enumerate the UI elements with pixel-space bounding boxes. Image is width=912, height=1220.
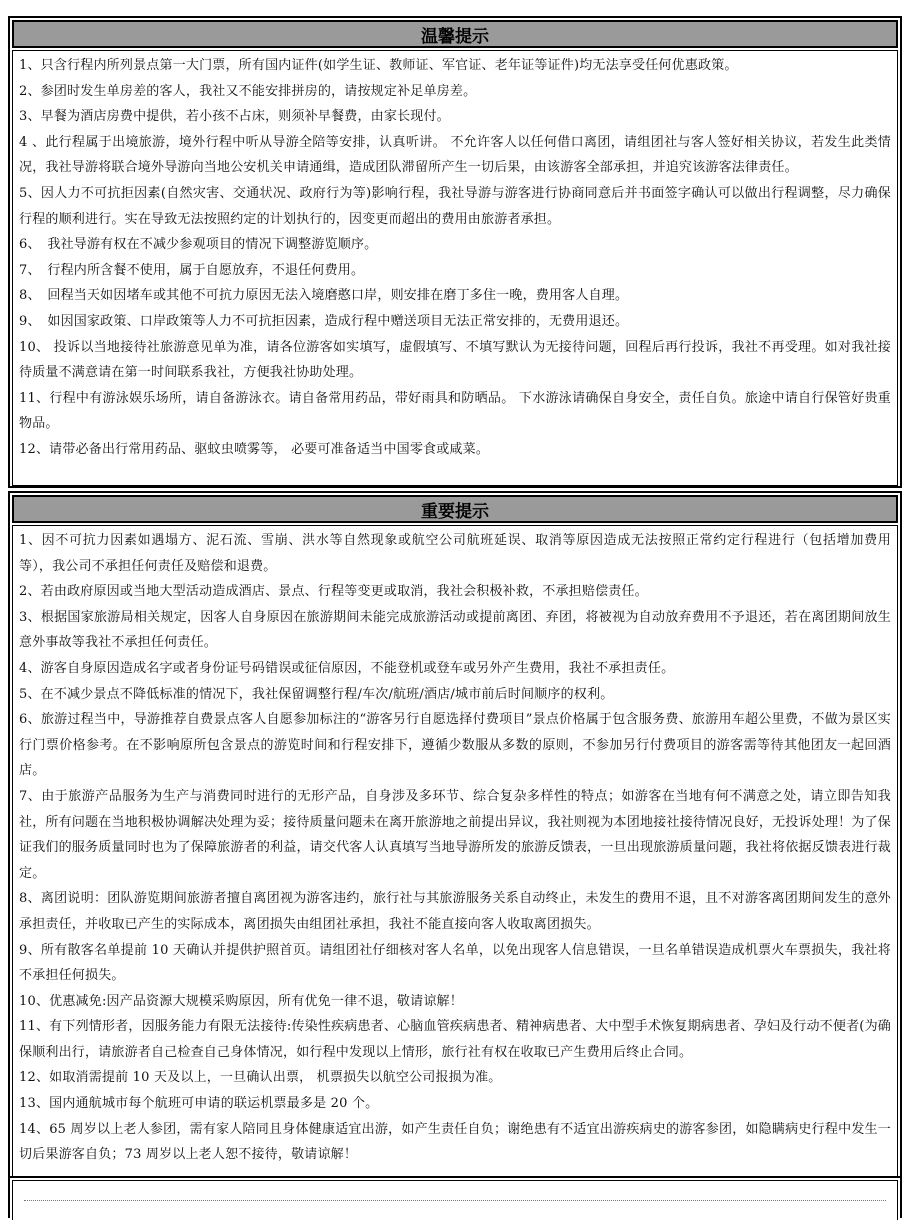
list-item: 10、 投诉以当地接待社旅游意见单为准，请各位游客如实填写，虚假填写、不填写默认为无接待问题，回程后再行投诉，我社不再受理。如对我社接待质量不满意请在第一时间联系我社，方便我社协助处理。 xyxy=(19,339,891,381)
list-item: 4、游客自身原因造成名字或者身份证号码错误或征信原因，不能登机或登车或另外产生费用，我社不承担责任。 xyxy=(19,660,675,676)
list-item: 4 、此行程属于出境旅游，境外行程中听从导游全陪等安排，认真听讲。 不允许客人以任何借口离团，请组团社与客人签好相关协议，若发生此类情况，我社导游将联合境外导游向当地公安机关申请通缉，造成团队滞留所产生一切后果，由该游客全部承担，并追究该游客法律责任。 xyxy=(19,134,891,176)
list-item: 2、参团时发生单房差的客人，我社又不能安排拼房的，请按规定补足单房差。 xyxy=(19,83,477,99)
list-item: 2、若由政府原因或当地大型活动造成酒店、景点、行程等变更或取消，我社会积极补救，不承担赔偿责任。 xyxy=(19,584,648,600)
list-item: 11、有下列情形者，因服务能力有限无法接待:传染性疾病患者、心脑血管疾病患者、精神病患者、大中型手术恢复期病患者、孕妇及行动不便者(为确保顺利出行，请旅游者自己检查自己身体情况，如行程中发现以上情形，旅行社有权在收取已产生费用后终止合同。 xyxy=(19,1019,891,1060)
list-item: 1、因不可抗力因素如遇塌方、泥石流、雪崩、洪水等自然现象或航空公司航班延误、取消等原因造成无法按照正常约定行程进行（包括增加费用等），我公司不承担任何责任及赔偿和退费。 xyxy=(19,533,891,574)
list-item: 7、由于旅游产品服务为生产与消费同时进行的无形产品，自身涉及多环节、综合复杂多样性的特点；如游客在当地有何不满意之处，请立即告知我社，所有问题在当地积极协调解决处理为妥；接待质量问题未在离开旅游地之前提出异议，我社则视为本团地接社接待情况良好，无投诉处理！为了保证我们的服务质量同时也为了保障旅游者的利益，请交代客人认真填写当地导游所发的旅游反馈表，一旦出现旅游质量问题，我社将依据反馈表进行裁定。 xyxy=(19,788,891,881)
dotted-divider xyxy=(24,1200,886,1201)
next-section-body xyxy=(12,1180,898,1220)
next-section-stub xyxy=(8,1176,902,1218)
list-item: 9、所有散客名单提前 10 天确认并提供护照首页。请组团社仔细核对客人名单，以免出现客人信息错误，一旦名单错误造成机票火车票损失，我社将不承担任何损失。 xyxy=(19,942,891,984)
warm-tips-section xyxy=(8,16,902,488)
list-item: 8、 回程当天如因堵车或其他不可抗力原因无法入境磨憨口岸，则安排在磨丁多住一晚，费用客人自理。 xyxy=(19,288,629,304)
list-item: 12、如取消需提前 10 天及以上，一旦确认出票， 机票损失以航空公司报损为准。 xyxy=(19,1070,502,1086)
list-item: 1、只含行程内所列景点第一大门票，所有国内证件(如学生证、教师证、军官证、老年证等证件)均无法享受任何优惠政策。 xyxy=(19,58,738,73)
list-item: 5、在不减少景点不降低标准的情况下，我社保留调整行程/车次/航班/酒店/城市前后时间顺序的权利。 xyxy=(19,686,614,702)
important-tips-section xyxy=(8,491,902,1179)
list-item: 7、 行程内所含餐不使用，属于自愿放弃，不退任何费用。 xyxy=(19,262,365,278)
list-item: 6、旅游过程当中，导游推荐自费景点客人自愿参加标注的“游客另行自愿选择付费项目”景点价格属于包含服务费、旅游用车超公里费，不做为景区实行门票价格参考。在不影响原所包含景点的游览时间和行程安排下，遵循少数服从多数的原则，不参加另行付费项目的游客需等待其他团友一起回酒店。 xyxy=(19,712,891,779)
list-item: 10、优惠减免:因产品资源大规模采购原因，所有优免一律不退，敬请谅解！ xyxy=(19,993,463,1009)
section-title: 重要提示 xyxy=(12,495,898,523)
warm-tips-list xyxy=(12,50,898,486)
list-item: 11、行程中有游泳娱乐场所，请自备游泳衣。请自备常用药品，带好雨具和防晒品。 下水游泳请确保自身安全，责任自负。旅途中请自行保管好贵重物品。 xyxy=(19,390,891,432)
list-item: 12、请带必备出行常用药品、驱蚊虫喷雾等， 必要可准备适当中国零食或咸菜。 xyxy=(19,441,490,457)
list-item: 5、因人力不可抗拒因素(自然灾害、交通状况、政府行为等)影响行程，我社导游与游客进行协商同意后并书面签字确认可以做出行程调整，尽力确保行程的顺利进行。实在导致无法按照约定的计划执行的，因变更而超出的费用由旅游者承担。 xyxy=(19,185,891,227)
important-tips-list xyxy=(12,525,898,1177)
list-item: 9、 如因国家政策、口岸政策等人力不可抗拒因素，造成行程中赠送项目无法正常安排的，无费用退还。 xyxy=(19,313,629,329)
list-item: 3、早餐为酒店房费中提供，若小孩不占床，则须补早餐费，由家长现付。 xyxy=(19,109,450,125)
list-item: 6、 我社导游有权在不减少参观项目的情况下调整游览顺序。 xyxy=(19,237,378,253)
section-title: 温馨提示 xyxy=(12,20,898,48)
list-item: 8、离团说明：团队游览期间旅游者擅自离团视为游客违约，旅行社与其旅游服务关系自动终止，未发生的费用不退，且不对游客离团期间发生的意外承担责任，并收取已产生的实际成本，离团损失由组团社承担，我社不能直接向客人收取离团损失。 xyxy=(19,891,891,932)
list-item: 14、65 周岁以上老人参团，需有家人陪同且身体健康适宜出游，如产生责任自负；谢绝患有不适宜出游疾病史的游客参团，如隐瞒病史行程中发生一切后果游客自负；73 周岁以上老人恕不接待，敬请谅解！ xyxy=(19,1121,891,1163)
list-item: 13、国内通航城市每个航班可申请的联运机票最多是 20 个。 xyxy=(19,1096,379,1112)
list-item: 3、根据国家旅游局相关规定，因客人自身原因在旅游期间未能完成旅游活动或提前离团、弃团，将被视为自动放弃费用不予退还，若在离团期间放生意外事故等我社不承担任何责任。 xyxy=(19,609,891,651)
